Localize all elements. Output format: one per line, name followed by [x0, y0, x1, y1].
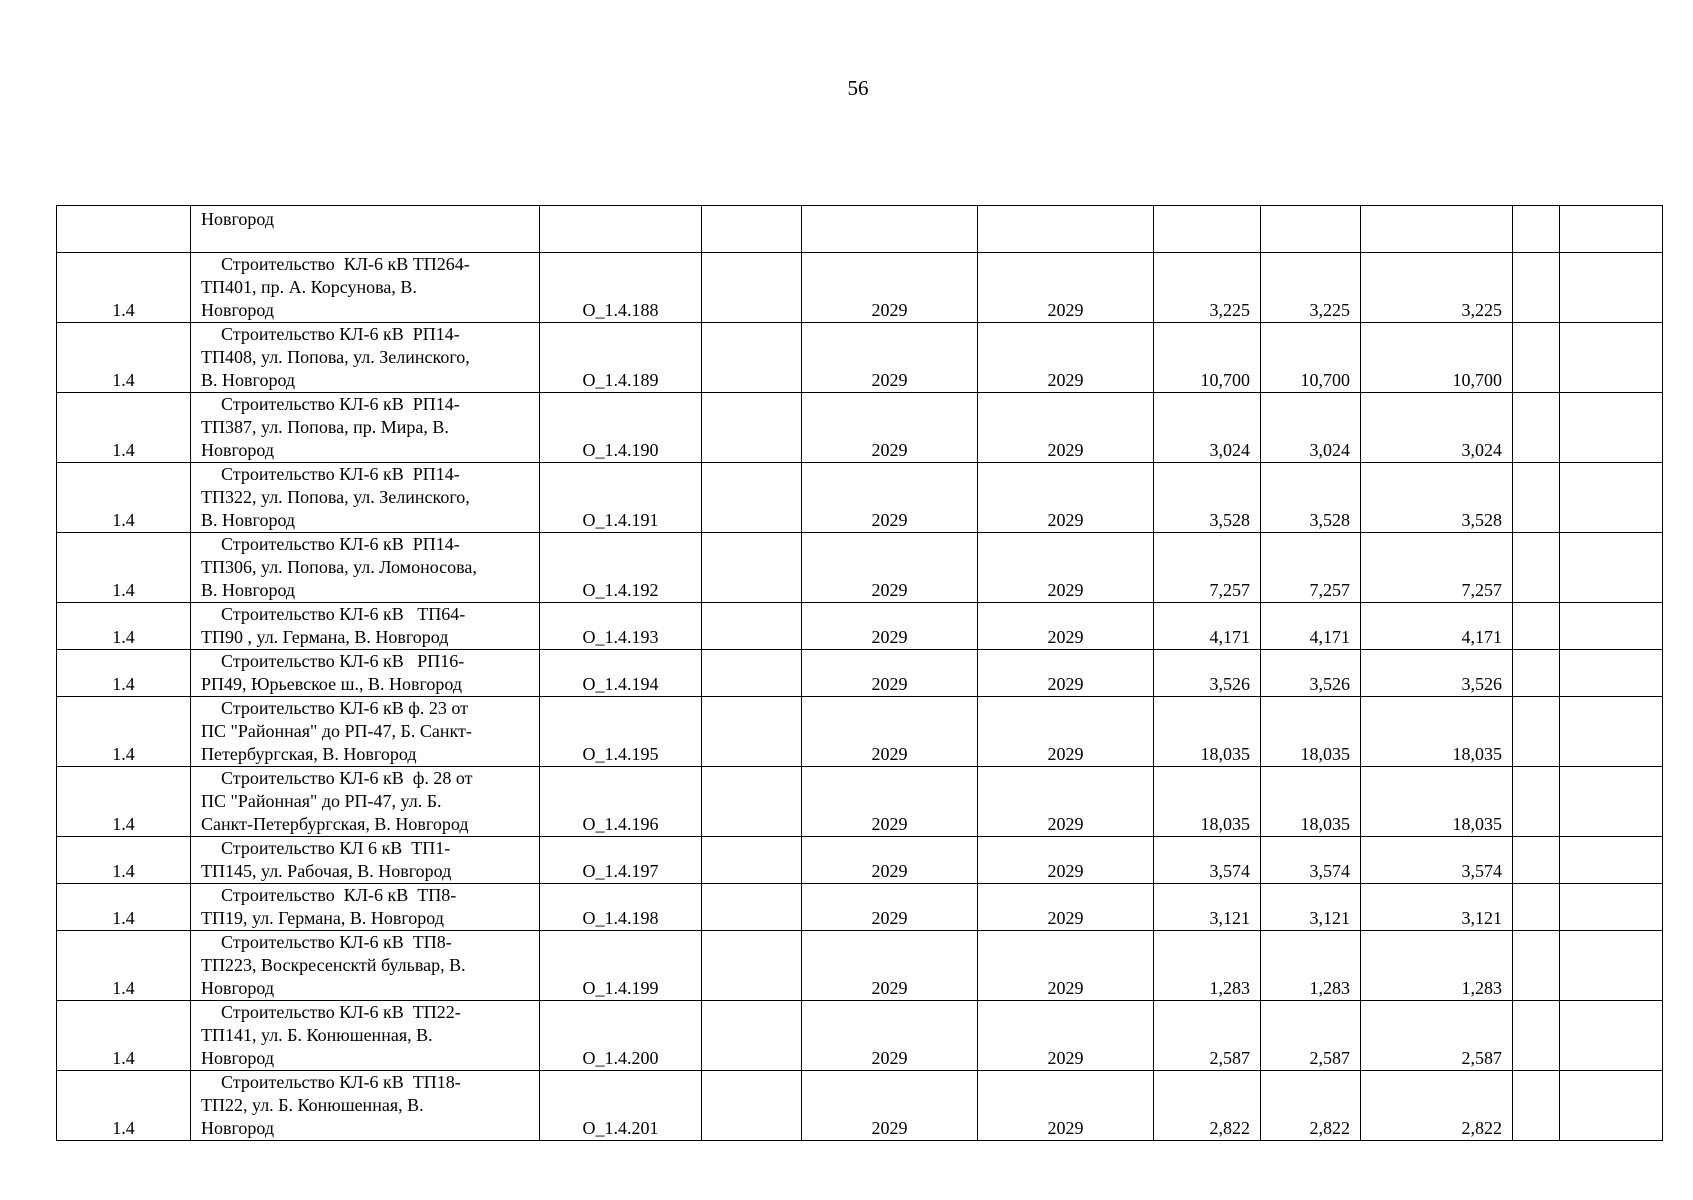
- continuation-row: [57, 206, 1663, 253]
- cell-empty: [1513, 253, 1560, 323]
- cell-code: [540, 206, 702, 253]
- cell-name-line: [201, 1047, 529, 1070]
- investment-projects-table: [56, 205, 1663, 1141]
- cell-value-a: 3,121: [1154, 884, 1261, 931]
- cell-name-line: [201, 1024, 529, 1047]
- cell-empty: [702, 931, 802, 1001]
- cell-empty: [1560, 463, 1663, 533]
- cell-name-line: [201, 579, 529, 602]
- cell-empty: [1513, 393, 1560, 463]
- cell-year-end: 2029: [978, 1071, 1154, 1141]
- cell-empty: [1560, 1071, 1663, 1141]
- cell-name: [191, 697, 540, 767]
- cell-value-b: 18,035: [1261, 697, 1361, 767]
- cell-value-c: 3,121: [1361, 884, 1513, 931]
- cell-year-end: 2029: [978, 1001, 1154, 1071]
- cell-num: 1.4: [57, 697, 191, 767]
- cell-empty: [1513, 463, 1560, 533]
- cell-value-c: 3,574: [1361, 837, 1513, 884]
- cell-name-text: В. Новгород: [201, 580, 296, 600]
- cell-code: О_1.4.199: [540, 931, 702, 1001]
- cell-year-start: 2029: [802, 533, 978, 603]
- cell-year-end: [978, 206, 1154, 253]
- cell-year-start: 2029: [802, 1071, 978, 1141]
- cell-name-text: Строительство КЛ-6 кВ ТП8-: [221, 932, 452, 952]
- cell-num: 1.4: [57, 837, 191, 884]
- cell-value-a: 3,526: [1154, 650, 1261, 697]
- cell-value-a: 3,024: [1154, 393, 1261, 463]
- cell-name: [191, 323, 540, 393]
- cell-code: О_1.4.200: [540, 1001, 702, 1071]
- cell-name-text: Строительство КЛ-6 кВ ф. 28 от: [221, 768, 473, 788]
- cell-empty: [1513, 206, 1560, 253]
- cell-value-c: 18,035: [1361, 767, 1513, 837]
- cell-empty: [1513, 603, 1560, 650]
- cell-name: [191, 603, 540, 650]
- cell-value-b: 3,024: [1261, 393, 1361, 463]
- cell-name-text: Строительство КЛ-6 кВ ТП18-: [221, 1072, 461, 1092]
- cell-value-c: 18,035: [1361, 697, 1513, 767]
- cell-empty: [702, 393, 802, 463]
- cell-name-line: [201, 767, 529, 790]
- cell-year-end: 2029: [978, 253, 1154, 323]
- cell-code: О_1.4.193: [540, 603, 702, 650]
- cell-num: 1.4: [57, 603, 191, 650]
- cell-value-b: 2,587: [1261, 1001, 1361, 1071]
- cell-empty: [1560, 603, 1663, 650]
- cell-code: О_1.4.201: [540, 1071, 702, 1141]
- cell-value-a: 3,528: [1154, 463, 1261, 533]
- cell-name-text: ТП401, пр. А. Корсунова, В.: [201, 277, 417, 297]
- cell-name-text: ТП408, ул. Попова, ул. Зелинского,: [201, 347, 470, 367]
- cell-name-text: ПС "Районная" до РП-47, Б. Санкт-: [201, 721, 472, 741]
- cell-value-a: 2,587: [1154, 1001, 1261, 1071]
- cell-value-a: 2,822: [1154, 1071, 1261, 1141]
- cell-name-text: Строительство КЛ-6 кВ РП16-: [221, 651, 465, 671]
- cell-value-a: 1,283: [1154, 931, 1261, 1001]
- cell-name: Новгород: [191, 206, 540, 253]
- cell-name-text: Новгород: [201, 1118, 275, 1138]
- cell-year-start: 2029: [802, 603, 978, 650]
- cell-year-end: 2029: [978, 650, 1154, 697]
- cell-empty: [1560, 697, 1663, 767]
- cell-num: 1.4: [57, 253, 191, 323]
- cell-name-line: [201, 697, 529, 720]
- cell-name: [191, 931, 540, 1001]
- cell-name-text: Новгород: [201, 440, 275, 460]
- cell-code: О_1.4.197: [540, 837, 702, 884]
- cell-name-line: [201, 977, 529, 1000]
- cell-empty: [1513, 323, 1560, 393]
- cell-name-line: [201, 416, 529, 439]
- cell-empty: [1560, 884, 1663, 931]
- cell-name-line: [201, 1094, 529, 1117]
- cell-value-c: 7,257: [1361, 533, 1513, 603]
- cell-year-start: 2029: [802, 931, 978, 1001]
- cell-empty: [702, 463, 802, 533]
- cell-name-text: Строительство КЛ-6 кВ ТП264-: [221, 254, 470, 274]
- cell-name-line: [201, 1117, 529, 1140]
- cell-name: [191, 1001, 540, 1071]
- cell-value-c: 2,587: [1361, 1001, 1513, 1071]
- cell-year-end: 2029: [978, 767, 1154, 837]
- cell-value-c: 1,283: [1361, 931, 1513, 1001]
- cell-year-start: 2029: [802, 697, 978, 767]
- cell-empty: [702, 837, 802, 884]
- cell-name-line: [201, 299, 529, 322]
- cell-value-b: 3,225: [1261, 253, 1361, 323]
- cell-empty: [1513, 697, 1560, 767]
- cell-empty: [1560, 650, 1663, 697]
- table-row: [57, 323, 1663, 393]
- cell-name: [191, 463, 540, 533]
- cell-name-text: Строительство КЛ-6 кВ ф. 23 от: [221, 698, 469, 718]
- cell-empty: [1560, 837, 1663, 884]
- cell-value-b: [1261, 206, 1361, 253]
- cell-code: О_1.4.190: [540, 393, 702, 463]
- cell-name-line: [201, 1071, 529, 1094]
- cell-value-a: 3,225: [1154, 253, 1261, 323]
- cell-name-text: ПС "Районная" до РП-47, ул. Б.: [201, 791, 442, 811]
- cell-name: [191, 837, 540, 884]
- cell-value-b: 2,822: [1261, 1071, 1361, 1141]
- cell-empty: [702, 650, 802, 697]
- cell-name: [191, 533, 540, 603]
- cell-value-c: [1361, 206, 1513, 253]
- cell-value-a: 10,700: [1154, 323, 1261, 393]
- cell-name-text: ТП322, ул. Попова, ул. Зелинского,: [201, 487, 470, 507]
- cell-empty: [702, 1071, 802, 1141]
- cell-name-text: Строительство КЛ-6 кВ РП14-: [221, 464, 460, 484]
- table-row: [57, 463, 1663, 533]
- cell-code: О_1.4.192: [540, 533, 702, 603]
- cell-name-line: [201, 509, 529, 532]
- cell-empty: [1560, 767, 1663, 837]
- cell-name-line: [201, 790, 529, 813]
- cell-name-text: В. Новгород: [201, 510, 296, 530]
- cell-name-text: Петербургская, В. Новгород: [201, 744, 417, 764]
- cell-empty: [702, 1001, 802, 1071]
- cell-year-end: 2029: [978, 837, 1154, 884]
- cell-empty: [1560, 323, 1663, 393]
- cell-name-text: Санкт-Петербургская, В. Новгород: [201, 814, 469, 834]
- cell-empty: [702, 697, 802, 767]
- cell-name-line: [201, 463, 529, 486]
- cell-year-end: 2029: [978, 931, 1154, 1001]
- table-row: [57, 533, 1663, 603]
- cell-name-line: [201, 626, 529, 649]
- table-row: [57, 393, 1663, 463]
- cell-name-line: [201, 486, 529, 509]
- cell-value-c: 2,822: [1361, 1071, 1513, 1141]
- table-row: [57, 1001, 1663, 1071]
- cell-name-line: [201, 720, 529, 743]
- cell-empty: [1560, 206, 1663, 253]
- cell-year-start: 2029: [802, 650, 978, 697]
- cell-value-a: 18,035: [1154, 767, 1261, 837]
- cell-name-line: [201, 323, 529, 346]
- cell-year-start: 2029: [802, 393, 978, 463]
- cell-name-text: ТП141, ул. Б. Конюшенная, В.: [201, 1025, 433, 1045]
- cell-name-line: [201, 253, 529, 276]
- cell-name: [191, 650, 540, 697]
- cell-year-start: 2029: [802, 323, 978, 393]
- cell-name-line: [201, 369, 529, 392]
- cell-name-line: [201, 673, 529, 696]
- cell-name: [191, 767, 540, 837]
- cell-name-text: Новгород: [201, 300, 275, 320]
- cell-value-b: 3,574: [1261, 837, 1361, 884]
- cell-value-c: 3,225: [1361, 253, 1513, 323]
- cell-name-text: Строительство КЛ-6 кВ РП14-: [221, 324, 460, 344]
- cell-value-c: 3,024: [1361, 393, 1513, 463]
- cell-year-end: 2029: [978, 323, 1154, 393]
- cell-year-end: 2029: [978, 884, 1154, 931]
- cell-empty: [702, 884, 802, 931]
- cell-value-b: 7,257: [1261, 533, 1361, 603]
- cell-year-start: 2029: [802, 837, 978, 884]
- cell-empty: [1513, 1001, 1560, 1071]
- cell-name-text: Строительство КЛ-6 кВ РП14-: [221, 534, 460, 554]
- cell-code: О_1.4.194: [540, 650, 702, 697]
- cell-value-b: 3,526: [1261, 650, 1361, 697]
- cell-name-line: [201, 533, 529, 556]
- table-row: [57, 931, 1663, 1001]
- cell-value-a: 18,035: [1154, 697, 1261, 767]
- cell-name-text: РП49, Юрьевское ш., В. Новгород: [201, 674, 463, 694]
- table-row: [57, 767, 1663, 837]
- cell-name: [191, 1071, 540, 1141]
- cell-empty: [1513, 837, 1560, 884]
- cell-name-line: [201, 346, 529, 369]
- cell-name-line: [201, 1001, 529, 1024]
- cell-name-line: [201, 439, 529, 462]
- cell-name-line: [201, 954, 529, 977]
- cell-value-b: 10,700: [1261, 323, 1361, 393]
- cell-name: [191, 253, 540, 323]
- cell-num: 1.4: [57, 650, 191, 697]
- cell-year-start: [802, 206, 978, 253]
- cell-value-c: 4,171: [1361, 603, 1513, 650]
- cell-code: О_1.4.195: [540, 697, 702, 767]
- cell-num: 1.4: [57, 393, 191, 463]
- cell-name-line: [201, 837, 529, 860]
- cell-empty: [1513, 884, 1560, 931]
- cell-code: О_1.4.196: [540, 767, 702, 837]
- cell-empty: [1513, 931, 1560, 1001]
- cell-value-b: 3,121: [1261, 884, 1361, 931]
- cell-value-b: 3,528: [1261, 463, 1361, 533]
- cell-year-start: 2029: [802, 463, 978, 533]
- cell-num: 1.4: [57, 931, 191, 1001]
- cell-num: 1.4: [57, 533, 191, 603]
- cell-num: [57, 206, 191, 253]
- cell-year-end: 2029: [978, 463, 1154, 533]
- cell-name-line: [201, 860, 529, 883]
- cell-name-text: Новгород: [201, 978, 275, 998]
- cell-empty: [702, 253, 802, 323]
- cell-value-c: 10,700: [1361, 323, 1513, 393]
- cell-num: 1.4: [57, 767, 191, 837]
- cell-empty: [1560, 1001, 1663, 1071]
- cell-year-start: 2029: [802, 884, 978, 931]
- cell-name-line: [201, 813, 529, 836]
- cell-num: 1.4: [57, 323, 191, 393]
- cell-year-end: 2029: [978, 603, 1154, 650]
- cell-name: [191, 393, 540, 463]
- cell-year-start: 2029: [802, 253, 978, 323]
- cell-empty: [702, 533, 802, 603]
- cell-name-text: ТП223, Воскресенсктй бульвар, В.: [201, 955, 466, 975]
- table-row: [57, 650, 1663, 697]
- cell-name-text: ТП306, ул. Попова, ул. Ломоносова,: [201, 557, 477, 577]
- cell-name-line: [201, 393, 529, 416]
- cell-empty: [1513, 1071, 1560, 1141]
- cell-name-line: [201, 931, 529, 954]
- cell-value-b: 1,283: [1261, 931, 1361, 1001]
- cell-code: О_1.4.198: [540, 884, 702, 931]
- cell-num: 1.4: [57, 884, 191, 931]
- cell-name-line: [201, 650, 529, 673]
- cell-year-start: 2029: [802, 767, 978, 837]
- cell-code: О_1.4.188: [540, 253, 702, 323]
- cell-value-a: 7,257: [1154, 533, 1261, 603]
- table-row: [57, 603, 1663, 650]
- cell-year-end: 2029: [978, 393, 1154, 463]
- cell-code: О_1.4.189: [540, 323, 702, 393]
- cell-name-text: ТП387, ул. Попова, пр. Мира, В.: [201, 417, 449, 437]
- cell-name-text: ТП19, ул. Германа, В. Новгород: [201, 908, 444, 928]
- cell-name-text: Новгород: [201, 1048, 275, 1068]
- cell-name-text: Строительство КЛ-6 кВ ТП64-: [221, 604, 466, 624]
- cell-year-end: 2029: [978, 697, 1154, 767]
- cell-value-a: 3,574: [1154, 837, 1261, 884]
- cell-empty: [1560, 393, 1663, 463]
- cell-name-line: [201, 884, 529, 907]
- cell-name-text: ТП90 , ул. Германа, В. Новгород: [201, 627, 449, 647]
- cell-name-line: [201, 556, 529, 579]
- cell-empty: [1560, 533, 1663, 603]
- table-row: [57, 253, 1663, 323]
- cell-num: 1.4: [57, 463, 191, 533]
- cell-name-text: Строительство КЛ-6 кВ ТП8-: [221, 885, 457, 905]
- cell-year-start: 2029: [802, 1001, 978, 1071]
- cell-name-line: [201, 276, 529, 299]
- cell-num: 1.4: [57, 1001, 191, 1071]
- cell-empty: [702, 206, 802, 253]
- cell-value-c: 3,526: [1361, 650, 1513, 697]
- cell-year-end: 2029: [978, 533, 1154, 603]
- cell-name-text: Строительство КЛ 6 кВ ТП1-: [221, 838, 451, 858]
- cell-value-b: 4,171: [1261, 603, 1361, 650]
- cell-name-line: [201, 603, 529, 626]
- cell-empty: [1513, 650, 1560, 697]
- cell-name-text: Строительство КЛ-6 кВ ТП22-: [221, 1002, 461, 1022]
- cell-name-text: ТП22, ул. Б. Конюшенная, В.: [201, 1095, 424, 1115]
- cell-value-b: 18,035: [1261, 767, 1361, 837]
- cell-value-a: 4,171: [1154, 603, 1261, 650]
- page-number: 56: [847, 76, 869, 100]
- table-row: [57, 697, 1663, 767]
- cell-value-c: 3,528: [1361, 463, 1513, 533]
- cell-empty: [702, 323, 802, 393]
- cell-empty: [1560, 253, 1663, 323]
- cell-name-text: В. Новгород: [201, 370, 296, 390]
- cell-empty: [1513, 767, 1560, 837]
- cell-empty: [702, 767, 802, 837]
- cell-name-line: [201, 907, 529, 930]
- table-row: [57, 837, 1663, 884]
- cell-empty: [702, 603, 802, 650]
- table-row: [57, 1071, 1663, 1141]
- cell-value-a: [1154, 206, 1261, 253]
- cell-empty: [1513, 533, 1560, 603]
- table-row: [57, 884, 1663, 931]
- cell-num: 1.4: [57, 1071, 191, 1141]
- cell-name-text: Строительство КЛ-6 кВ РП14-: [221, 394, 460, 414]
- cell-name-text: ТП145, ул. Рабочая, В. Новгород: [201, 861, 452, 881]
- cell-name-line: [201, 743, 529, 766]
- cell-name: [191, 884, 540, 931]
- cell-code: О_1.4.191: [540, 463, 702, 533]
- cell-empty: [1560, 931, 1663, 1001]
